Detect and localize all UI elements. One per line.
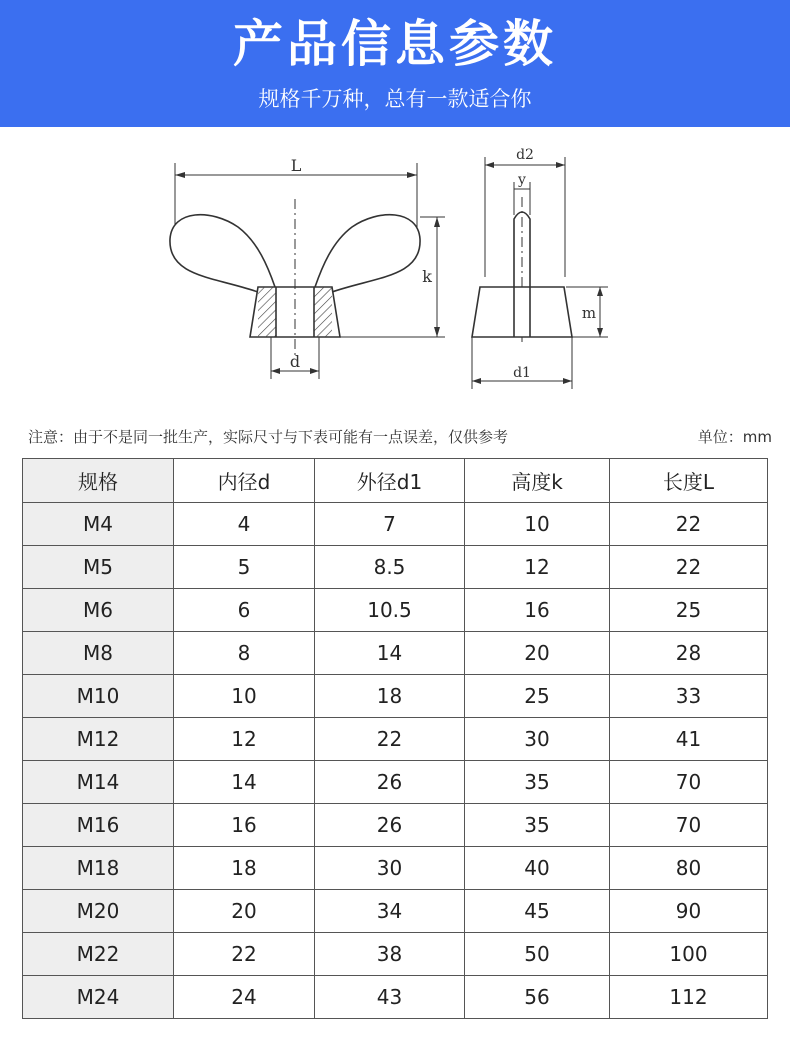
- table-row: [23, 503, 768, 546]
- cell-height: 25: [465, 675, 610, 718]
- cell-height: 35: [465, 761, 610, 804]
- cell-inner-diameter: 20: [174, 890, 315, 933]
- dim-label-slot: y: [518, 172, 526, 188]
- side-view: [472, 157, 608, 389]
- cell-inner-diameter: 16: [174, 804, 315, 847]
- table-row: [23, 804, 768, 847]
- dim-label-height: k: [422, 267, 432, 286]
- cell-inner-diameter: 8: [174, 632, 315, 675]
- cell-height: 16: [465, 589, 610, 632]
- cell-outer-diameter: 26: [315, 761, 465, 804]
- cell-outer-diameter: 14: [315, 632, 465, 675]
- cell-length: 41: [610, 718, 768, 761]
- cell-inner-diameter: 12: [174, 718, 315, 761]
- page-subtitle: 规格千万种，总有一款适合你: [258, 87, 532, 111]
- cell-length: 80: [610, 847, 768, 890]
- table-row: [23, 976, 768, 1019]
- cell-spec: M8: [23, 632, 174, 675]
- table-row: [23, 847, 768, 890]
- cell-height: 45: [465, 890, 610, 933]
- cell-height: 10: [465, 503, 610, 546]
- table-row: [23, 546, 768, 589]
- cell-length: 33: [610, 675, 768, 718]
- table-row: [23, 761, 768, 804]
- table-row: [23, 718, 768, 761]
- wing-nut-drawing: [0, 127, 790, 417]
- cell-outer-diameter: 18: [315, 675, 465, 718]
- cell-height: 40: [465, 847, 610, 890]
- cell-spec: M10: [23, 675, 174, 718]
- cell-spec: M22: [23, 933, 174, 976]
- cell-spec: M5: [23, 546, 174, 589]
- cell-outer-diameter: 8.5: [315, 546, 465, 589]
- cell-spec: M24: [23, 976, 174, 1019]
- cell-length: 25: [610, 589, 768, 632]
- cell-height: 50: [465, 933, 610, 976]
- header-outer-diameter: 外径d1: [315, 459, 465, 503]
- dim-label-thickness: m: [581, 304, 597, 322]
- table-row: [23, 589, 768, 632]
- cell-length: 22: [610, 503, 768, 546]
- dim-label-top-width: d2: [516, 147, 534, 163]
- table-row: [23, 890, 768, 933]
- cell-length: 28: [610, 632, 768, 675]
- cell-length: 112: [610, 976, 768, 1019]
- cell-inner-diameter: 18: [174, 847, 315, 890]
- cell-length: 100: [610, 933, 768, 976]
- table-row: [23, 933, 768, 976]
- dim-label-bottom-width: d1: [513, 365, 531, 381]
- cell-inner-diameter: 14: [174, 761, 315, 804]
- cell-spec: M20: [23, 890, 174, 933]
- cell-spec: M18: [23, 847, 174, 890]
- cell-length: 70: [610, 804, 768, 847]
- cell-outer-diameter: 38: [315, 933, 465, 976]
- header-spec: 规格: [23, 459, 174, 503]
- front-view: [170, 163, 445, 379]
- cell-outer-diameter: 26: [315, 804, 465, 847]
- cell-length: 70: [610, 761, 768, 804]
- cell-outer-diameter: 30: [315, 847, 465, 890]
- header-banner: [0, 0, 790, 127]
- cell-height: 35: [465, 804, 610, 847]
- dim-label-length: L: [290, 156, 302, 175]
- page-title: 产品信息参数: [233, 15, 557, 73]
- unit-label: 单位：mm: [697, 428, 772, 446]
- cell-outer-diameter: 43: [315, 976, 465, 1019]
- header-length: 长度L: [610, 459, 768, 503]
- cell-inner-diameter: 6: [174, 589, 315, 632]
- cell-inner-diameter: 24: [174, 976, 315, 1019]
- cell-inner-diameter: 5: [174, 546, 315, 589]
- header-inner-diameter: 内径d: [174, 459, 315, 503]
- header-height: 高度k: [465, 459, 610, 503]
- dim-label-inner: d: [289, 352, 301, 371]
- cell-outer-diameter: 22: [315, 718, 465, 761]
- cell-spec: M16: [23, 804, 174, 847]
- cell-height: 30: [465, 718, 610, 761]
- cell-height: 20: [465, 632, 610, 675]
- spec-table: [22, 458, 768, 1019]
- cell-spec: M4: [23, 503, 174, 546]
- cell-height: 56: [465, 976, 610, 1019]
- cell-outer-diameter: 7: [315, 503, 465, 546]
- tolerance-note: 注意：由于不是同一批生产，实际尺寸与下表可能有一点误差，仅供参考: [28, 428, 509, 446]
- table-row: [23, 675, 768, 718]
- cell-outer-diameter: 10.5: [315, 589, 465, 632]
- table-row: [23, 632, 768, 675]
- cell-inner-diameter: 4: [174, 503, 315, 546]
- cell-height: 12: [465, 546, 610, 589]
- cell-length: 22: [610, 546, 768, 589]
- cell-spec: M14: [23, 761, 174, 804]
- cell-outer-diameter: 34: [315, 890, 465, 933]
- cell-inner-diameter: 22: [174, 933, 315, 976]
- cell-length: 90: [610, 890, 768, 933]
- table-header-row: [23, 459, 768, 503]
- cell-inner-diameter: 10: [174, 675, 315, 718]
- cell-spec: M6: [23, 589, 174, 632]
- cell-spec: M12: [23, 718, 174, 761]
